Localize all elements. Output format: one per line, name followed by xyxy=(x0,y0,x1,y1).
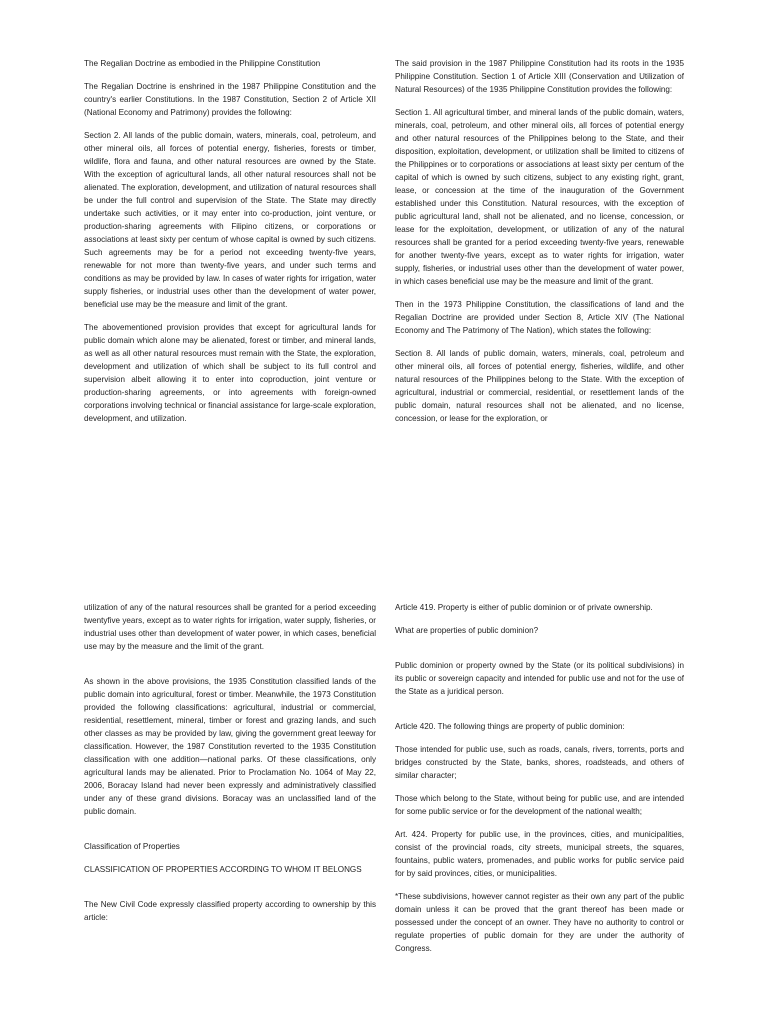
paragraph-article-420: Article 420. The following things are property of public dominion: xyxy=(395,722,625,731)
paragraph-section-8: Section 8. All lands of public domain, waters, minerals, coal, petroleum and other mineral oils, all forces of potential energy, fisheries, wildlife, and other natural resources of the Philippines belong to the State. With the exception of agricultural, industrial or commercial, residential, or resettlement lands of the public domain, natural resources shall not be alienated, and no license, concession, or lease for the exploration, or xyxy=(395,349,684,423)
paragraph-section-1: Section 1. All agricultural timber, and mineral lands of the public domain, waters, minerals, coal, petroleum, and other mineral oils, all forces of potential energy and other natural resources of the Philippines belong to the State, and their disposition, exploitation, development, or utilization shall be limited to citizens of the Philippines or to corporations or associations at least sixty per centum of the capital of which is owned by such citizens, subject to any existing right, grant, lease, or concession at the time of the inauguration of the Government established under this Constitution. Natural resources, with the exception of public agricultural land, shall not be alienated, and no license, concession, or lease for the exploitation, development, or utilization of any of the natural resources shall be granted for a period exceeding twenty-five years, renewable for another twenty-five years, except as to water rights for irrigation, water supply, fisheries, or industrial uses other than the development of water power, in which cases beneficial use may be the measure and limit of the grant. xyxy=(395,108,684,286)
paragraph-note: *These subdivisions, however cannot register as their own any part of the public domain unless it can be proved that the grant thereof has been made or possessed under the concept of an owner. They have no authority to control or regulate properties of public domain for they are under the authority of Congress. xyxy=(395,892,684,953)
page1-right-column xyxy=(395,57,684,435)
page2-right-column xyxy=(395,601,684,965)
section-subheading: CLASSIFICATION OF PROPERTIES ACCORDING TO WHOM IT BELONGS xyxy=(84,865,362,874)
page1-left-column xyxy=(84,57,376,435)
section-heading: Classification of Properties xyxy=(84,842,180,851)
paragraph-article-419: Article 419. Property is either of public dominion or of private ownership. xyxy=(395,603,653,612)
paragraph: The Regalian Doctrine is enshrined in the 1987 Philippine Constitution and the country's earlier Constitutions. In the 1987 Constitution, Section 2 of Article XII (National Economy and Patrimony) provides the following: xyxy=(84,82,376,117)
paragraph: The abovementioned provision provides that except for agricultural lands for public domain which alone may be alienated, forest or timber, and mineral lands, as well as all other natural resources must remain with the State, the exploration, development and utilization of which shall be subject to its full control and supervision albeit allowing it to enter into coproduction, joint venture or production-sharing agreements, or into agreements with foreign-owned corporations involving technical or financial assistance for large-scale exploration, development, and utilization. xyxy=(84,323,376,423)
paragraph: Public dominion or property owned by the State (or its political subdivisions) in its public or sovereign capacity and intended for public use and not for the use of the State as a juridical person. xyxy=(395,661,684,696)
paragraph: utilization of any of the natural resources shall be granted for a period exceeding twentyfive years, except as to water rights for irrigation, water supply, fisheries, or industrial uses other than development of water power, in which cases, beneficial use may by the measure and the limit of the grant. xyxy=(84,603,376,651)
paragraph: Those intended for public use, such as roads, canals, rivers, torrents, ports and bridges constructed by the State, banks, shores, roadsteads, and others of similar character; xyxy=(395,745,684,780)
paragraph: The said provision in the 1987 Philippine Constitution had its roots in the 1935 Philippine Constitution. Section 1 of Article XIII (Conservation and Utilization of Natural Resources) of the 1935 Philippine Constitution provides the following: xyxy=(395,59,684,94)
document-title: The Regalian Doctrine as embodied in the Philippine Constitution xyxy=(84,59,321,68)
paragraph: The New Civil Code expressly classified property according to ownership by this article: xyxy=(84,900,376,922)
question-text: What are properties of public dominion? xyxy=(395,626,539,635)
paragraph-section-2: Section 2. All lands of the public domain, waters, minerals, coal, petroleum, and other mineral oils, all forces of potential energy, fisheries, forests or timber, wildlife, flora and fauna, and other natural resources are owned by the State. With the exception of agricultural lands, all other natural resources shall not be alienated. The exploration, development, and utilization of natural resources shall be under the full control and supervision of the State. The State may directly undertake such activities, or it may enter into co-production, joint venture, or production-sharing agreements with Filipino citizens, or corporations or associations at least sixty per centum of whose capital is owned by such citizens. Such agreements may be for a period not exceeding twenty-five years, renewable for not more than twenty-five years, and under such terms and conditions as may be provided by law. In cases of water rights for irrigation, water supply fisheries, or industrial uses other than the development of water power, beneficial use may be the measure and limit of the grant. xyxy=(84,131,376,309)
paragraph: Then in the 1973 Philippine Constitution, the classifications of land and the Regalian Doctrine are provided under Section 8, Article XIV (The National Economy and The Patrimony of The Nation), which states the following: xyxy=(395,300,684,335)
paragraph-article-424: Art. 424. Property for public use, in the provinces, cities, and municipalities, consist of the provincial roads, city streets, municipal streets, the squares, fountains, public waters, promenades, and public works for public service paid for by said provinces, cities, or municipalities. xyxy=(395,830,684,878)
paragraph: Those which belong to the State, without being for public use, and are intended for some public service or for the development of the national wealth; xyxy=(395,794,684,816)
paragraph: As shown in the above provisions, the 1935 Constitution classified lands of the public domain into agricultural, forest or timber. Meanwhile, the 1973 Constitution provided the following classifications: agricultural, industrial or commercial, residential, resettlement, mineral, timber or forest and grazing lands, and such other classes as may be provided by law, giving the government great leeway for classification. However, the 1987 Constitution reverted to the 1935 Constitution classification with one addition—national parks. Of these classifications, only agricultural lands may be alienated. Prior to Proclamation No. 1064 of May 22, 2006, Boracay Island had never been expressly and administratively classified under any of these grand divisions. Boracay was an unclassified land of the public domain. xyxy=(84,677,376,816)
page2-left-column xyxy=(84,601,376,934)
